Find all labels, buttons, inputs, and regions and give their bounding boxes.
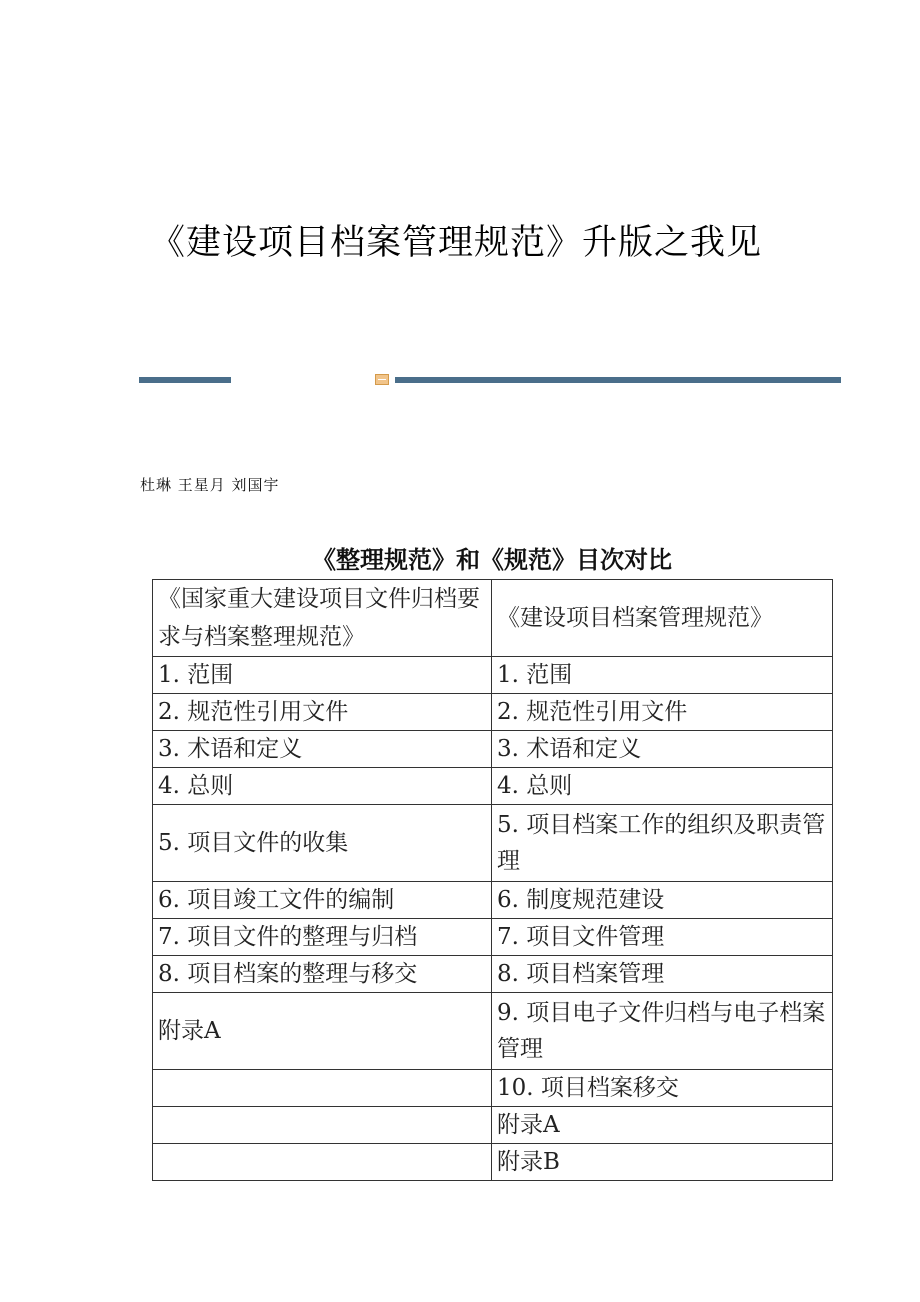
table-cell: 附录A [492,1107,833,1144]
table-cell: 5. 项目档案工作的组织及职责管理 [492,805,833,882]
table-cell: 8. 项目档案的整理与移交 [153,956,492,993]
table-cell: 附录A [153,993,492,1070]
document-title: 《建设项目档案管理规范》升版之我见 [150,223,763,263]
table-cell: 9. 项目电子文件归档与电子档案管理 [492,993,833,1070]
table-cell: 10. 项目档案移交 [492,1070,833,1107]
table-cell: 6. 项目竣工文件的编制 [153,882,492,919]
table-row [153,1144,833,1181]
table-cell: 1. 范围 [153,657,492,694]
author-line: 杜琳 王星月 刘国宇 [140,476,280,494]
table-row [153,731,833,768]
table-row [153,919,833,956]
table-row [153,993,833,1070]
table-cell [153,1070,492,1107]
table-cell: 2. 规范性引用文件 [492,694,833,731]
table-cell: 1. 范围 [492,657,833,694]
table-row [153,768,833,805]
table-cell: 4. 总则 [492,768,833,805]
title-divider [139,374,841,386]
table-cell: 2. 规范性引用文件 [153,694,492,731]
table-cell: 7. 项目文件的整理与归档 [153,919,492,956]
comparison-table [152,579,833,1181]
table-caption: 《整理规范》和《规范》目次对比 [312,546,672,574]
table-cell: 附录B [492,1144,833,1181]
table-header-cell: 《建设项目档案管理规范》 [492,580,833,657]
table-cell: 5. 项目文件的收集 [153,805,492,882]
table-row [153,956,833,993]
table-cell: 3. 术语和定义 [492,731,833,768]
table-cell: 8. 项目档案管理 [492,956,833,993]
table-row [153,1070,833,1107]
table-row [153,805,833,882]
table-cell [153,1107,492,1144]
table-cell: 6. 制度规范建设 [492,882,833,919]
table-cell: 3. 术语和定义 [153,731,492,768]
table-row [153,694,833,731]
table-cell: 7. 项目文件管理 [492,919,833,956]
divider-bar-left [139,377,231,383]
table-cell: 4. 总则 [153,768,492,805]
table-row [153,882,833,919]
divider-bar-right [395,377,841,383]
table-header-row [153,580,833,657]
table-cell [153,1144,492,1181]
table-row [153,1107,833,1144]
table-header-cell: 《国家重大建设项目文件归档要求与档案整理规范》 [153,580,492,657]
divider-emblem-icon [375,374,389,385]
table-row [153,657,833,694]
